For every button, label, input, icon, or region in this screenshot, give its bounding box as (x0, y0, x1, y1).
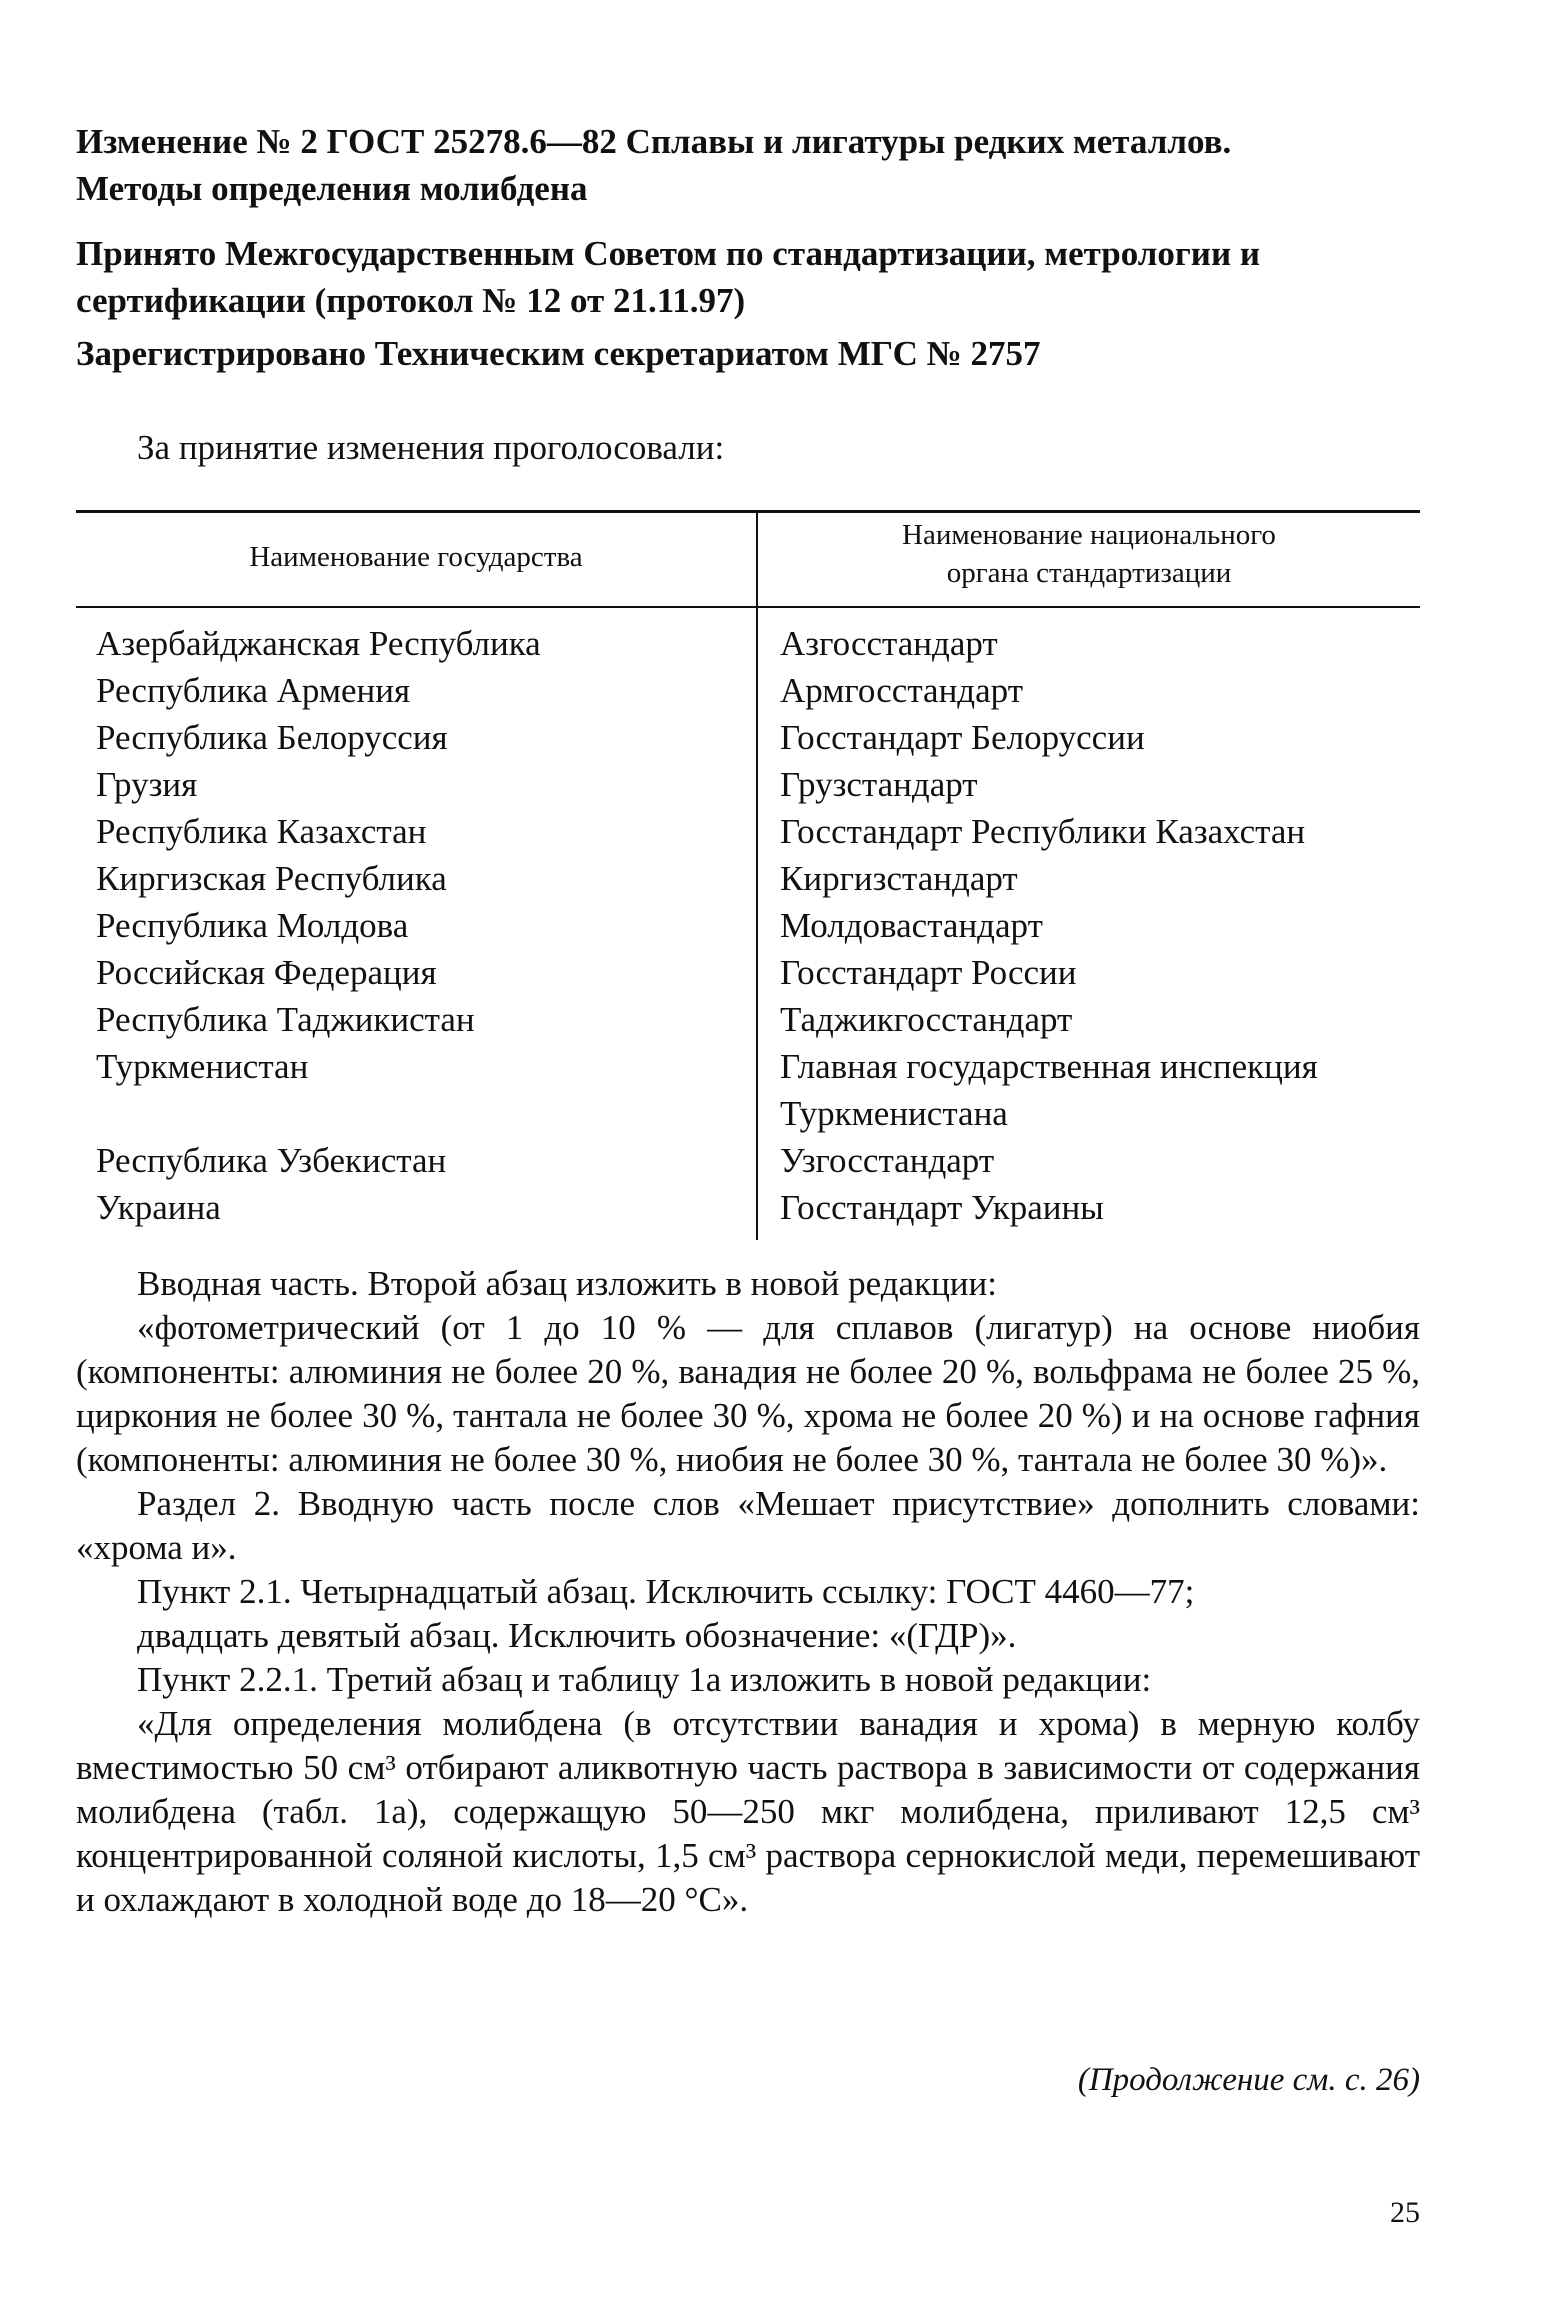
body-cell: Госстандарт Белоруссии (780, 718, 1145, 757)
state-cell: Республика Таджикистан (96, 1000, 475, 1039)
body-cell: Госстандарт Украины (780, 1188, 1104, 1227)
paragraph: Вводная часть. Второй абзац изложить в новой редакции: (137, 1264, 997, 1303)
body-cell: Армгосстандарт (780, 671, 1023, 710)
state-cell: Республика Армения (96, 671, 411, 710)
column-header-state: Наименование государства (249, 541, 583, 573)
body-cell: Туркменистана (780, 1094, 1008, 1133)
title-line-1: Изменение № 2 ГОСТ 25278.6—82 Сплавы и лигатуры редких металлов. (76, 122, 1232, 161)
state-cell: Украина (96, 1188, 221, 1227)
state-cell: Республика Узбекистан (96, 1141, 447, 1180)
body-cell: Грузстандарт (780, 765, 978, 804)
table-column-divider (756, 510, 758, 1240)
state-cell: Киргизская Республика (96, 859, 447, 898)
paragraph: «Для определения молибдена (в отсутствии ванадия и хрома) в мерную колбу вместимостью 50 см³ отбирают аликвотную часть раствора в зависимости от содержания молибдена (табл. 1а), содержащую 50—250 мкг молибдена, приливают 12,5 см³ концентрированной соляной кислоты, 1,5 см³ раствора сернокислой меди, перемешивают и охлаждают в холодной воде до 18—20 °С». (76, 1704, 1420, 1919)
state-cell: Российская Федерация (96, 953, 437, 992)
column-header-line-2: органа стандартизации (946, 557, 1232, 589)
adoption-line-2: сертификации (протокол № 12 от 21.11.97) (76, 281, 746, 320)
adoption-note (76, 230, 1426, 324)
paragraph: «фотометрический (от 1 до 10 % — для сплавов (лигатур) на основе ниобия (компоненты: алюминия не более 20 %, ванадия не более 20 %, вольфрама не более 25 %, циркония не более 30 %, тантала не более 30 %, хрома не более 20 %) и на основе гафния (компоненты: алюминия не более 30 %, ниобия не более 30 %, тантала не более 30 %)». (76, 1308, 1420, 1479)
body-cell: Узгосстандарт (780, 1141, 995, 1180)
state-cell: Грузия (96, 765, 198, 804)
body-cell: Молдовастандарт (780, 906, 1043, 945)
table-header-rule (76, 606, 1420, 608)
paragraph: двадцать девятый абзац. Исключить обозначение: «(ГДР)». (137, 1616, 1017, 1655)
paragraph: Пункт 2.1. Четырнадцатый абзац. Исключить ссылку: ГОСТ 4460—77; (137, 1572, 1195, 1611)
column-header-line-1: Наименование национального (902, 519, 1276, 551)
state-cell: Республика Казахстан (96, 812, 427, 851)
body-cell: Азгосстандарт (780, 624, 998, 663)
registration-line: Зарегистрировано Техническим секретариатом МГС № 2757 (76, 334, 1041, 373)
continuation-note: (Продолжение см. с. 26) (1077, 2062, 1420, 2098)
registration-note (76, 330, 1426, 377)
amendment-title (76, 118, 1426, 212)
amendment-body (76, 1262, 1420, 1922)
body-cell: Госстандарт России (780, 953, 1077, 992)
adoption-line-1: Принято Межгосударственным Советом по стандартизации, метрологии и (76, 234, 1261, 273)
table-top-rule (76, 510, 1420, 513)
state-cell: Республика Молдова (96, 906, 409, 945)
paragraph: Раздел 2. Вводную часть после слов «Мешает присутствие» дополнить словами: «хрома и». (76, 1484, 1420, 1567)
body-cell: Киргизстандарт (780, 859, 1018, 898)
body-cell: Главная государственная инспекция (780, 1047, 1318, 1086)
standards-body-column (780, 620, 1430, 1231)
voting-table (76, 510, 1420, 1240)
column-header-standards-body (758, 516, 1420, 592)
state-column (96, 620, 746, 1231)
body-cell: Таджикгосстандарт (780, 1000, 1073, 1039)
paragraph: Пункт 2.2.1. Третий абзац и таблицу 1а изложить в новой редакции: (137, 1660, 1152, 1699)
state-cell: Туркменистан (96, 1047, 309, 1086)
state-cell: Республика Белоруссия (96, 718, 448, 757)
voting-intro: За принятие изменения проголосовали: (137, 428, 725, 467)
state-cell: Азербайджанская Республика (96, 624, 541, 663)
page-number: 25 (1390, 2196, 1420, 2229)
state-cell (96, 1090, 746, 1137)
body-cell: Госстандарт Республики Казахстан (780, 812, 1306, 851)
title-line-2: Методы определения молибдена (76, 169, 588, 208)
